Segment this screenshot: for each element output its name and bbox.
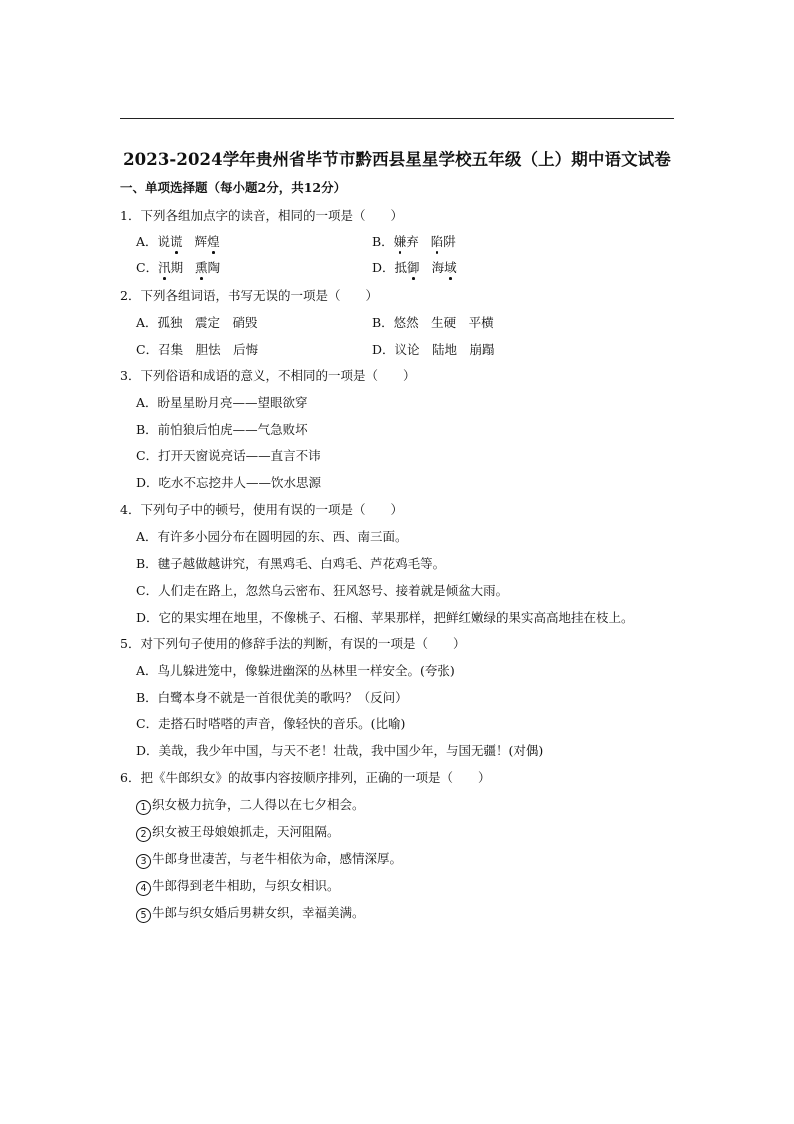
question-4-option-a: A．有许多小园分布在圆明园的东、西、南三面。 xyxy=(136,529,408,544)
page-title: 2023-2024学年贵州省毕节市黔西县星星学校五年级（上）期中语文试卷 xyxy=(123,150,671,169)
dotted-char: 御 xyxy=(407,260,420,275)
question-3-stem: 3．下列俗语和成语的意义，不相同的一项是（ ） xyxy=(120,368,416,383)
circled-number: 3 xyxy=(136,854,151,869)
dotted-char: 嫌 xyxy=(393,234,407,249)
circled-number: 1 xyxy=(136,800,151,815)
question-5-option-b: B．白鹭本身不就是一首很优美的歌吗？（反问） xyxy=(136,690,408,705)
section-heading-single-choice: 一、单项选择题（每小题2分，共12分） xyxy=(120,180,347,195)
question-6-item-1: 1 织女极力抗争，二人得以在七夕相会。 xyxy=(136,795,365,815)
question-5-option-d: D．美哉，我少年中国，与天不老！壮哉，我中国少年，与国无疆！(对偶) xyxy=(136,743,544,758)
header-rule xyxy=(120,118,674,119)
question-5-option-a: A．鸟儿躲进笼中，像躲进幽深的丛林里一样安全。(夸张) xyxy=(136,663,455,678)
question-6-item-3: 3 牛郎身世凄苦，与老牛相依为命，感情深厚。 xyxy=(136,849,402,869)
dotted-char: 汛 xyxy=(158,260,171,275)
question-1-option-b: B．嫌弃 陷阱 xyxy=(372,234,456,249)
question-3-option-b: B．前怕狼后怕虎——气急败坏 xyxy=(136,422,308,437)
question-5-stem: 5．对下列句子使用的修辞手法的判断，有误的一项是（ ） xyxy=(120,636,466,651)
circled-number: 2 xyxy=(136,827,151,842)
question-2-option-d: D．议论 陆地 崩蹋 xyxy=(372,342,495,357)
question-1-option-c: C．汛期 熏陶 xyxy=(136,260,221,275)
question-4-stem: 4．下列句子中的顿号，使用有误的一项是（ ） xyxy=(120,502,403,517)
question-4-option-c: C．人们走在路上，忽然乌云密布、狂风怒号、接着就是倾盆大雨。 xyxy=(136,583,509,598)
question-2-option-b: B．悠然 生硬 平横 xyxy=(372,315,494,330)
question-2-option-a: A．孤独 震定 硝毁 xyxy=(136,315,258,330)
question-6-item-2: 2 织女被王母娘娘抓走，天河阻隔。 xyxy=(136,822,340,842)
question-3-option-a: A．盼星星盼月亮——望眼欲穿 xyxy=(136,395,308,410)
dotted-char: 陷 xyxy=(430,234,444,249)
question-2-option-c: C．召集 胆怯 后悔 xyxy=(136,342,259,357)
question-3-option-c: C．打开天窗说亮话——直言不讳 xyxy=(136,448,321,463)
question-3-option-d: D．吃水不忘挖井人——饮水思源 xyxy=(136,475,322,490)
question-6-item-5: 5 牛郎与织女婚后男耕女织，幸福美满。 xyxy=(136,903,365,923)
question-1-stem: 1．下列各组加点字的读音，相同的一项是（ ） xyxy=(120,208,403,223)
dotted-char: 域 xyxy=(444,260,457,275)
question-2-stem: 2．下列各组词语，书写无误的一项是（ ） xyxy=(120,288,378,303)
question-4-option-b: B．毽子越做越讲究，有黑鸡毛、白鸡毛、芦花鸡毛等。 xyxy=(136,556,446,571)
circled-number: 4 xyxy=(136,881,151,896)
dotted-char: 煌 xyxy=(207,234,220,249)
question-1-option-d: D．抵御 海域 xyxy=(372,260,457,275)
question-4-option-d: D．它的果实埋在地里，不像桃子、石榴、苹果那样，把鲜红嫩绿的果实高高地挂在枝上。 xyxy=(136,610,634,625)
question-6-item-4: 4 牛郎得到老牛相助，与织女相识。 xyxy=(136,876,340,896)
question-6-stem: 6．把《牛郎织女》的故事内容按顺序排列，正确的一项是（ ） xyxy=(120,770,491,785)
dotted-char: 熏 xyxy=(195,260,208,275)
question-1-option-a: A．说谎 辉煌 xyxy=(136,234,220,249)
circled-number: 5 xyxy=(136,908,151,923)
dotted-char: 谎 xyxy=(170,234,183,249)
question-5-option-c: C．走搭石时嗒嗒的声音，像轻快的音乐。(比喻) xyxy=(136,716,406,731)
